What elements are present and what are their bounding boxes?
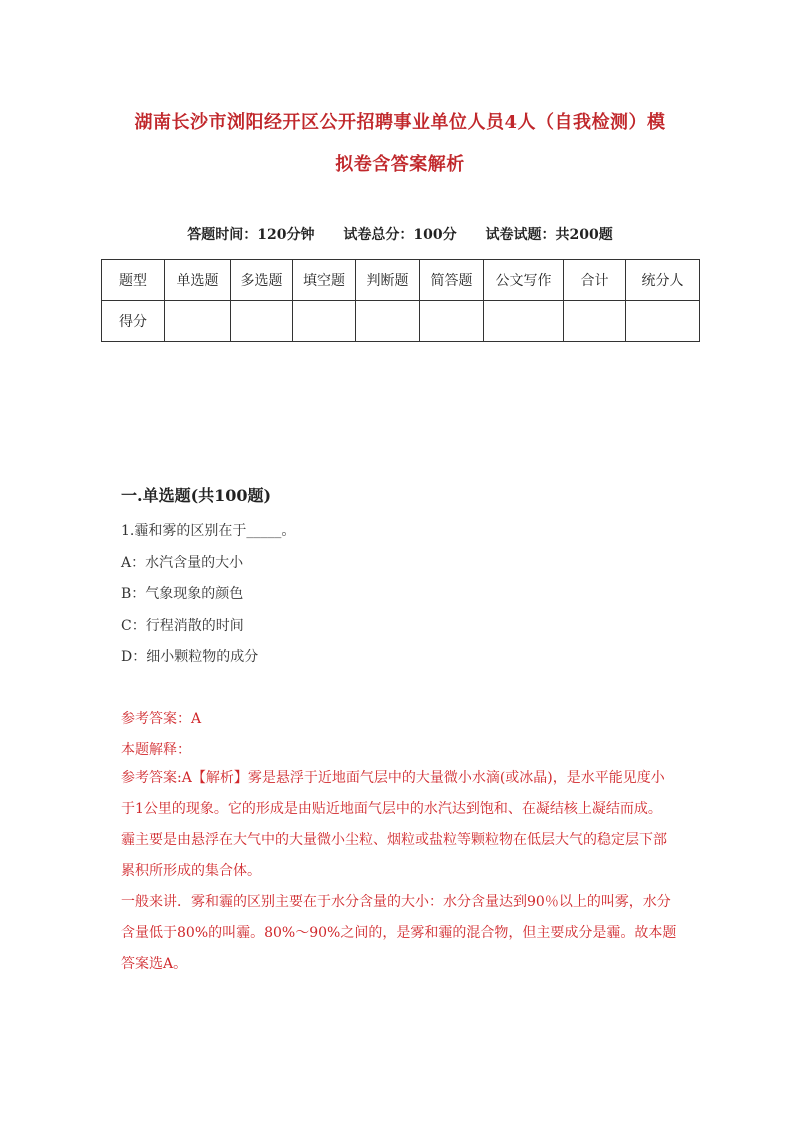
header-cell: 判断题 xyxy=(356,260,420,301)
score-cell xyxy=(165,301,231,342)
explanation-paragraph: 参考答案:A【解析】雾是悬浮于近地面气层中的大量微小水滴(或冰晶)，是水平能见度小于1公里的现象。它的形成是由贴近地面气层中的水汽达到饱和、在凝结核上凝结而成。 xyxy=(121,770,665,817)
exam-time: 答题时间：120分钟 xyxy=(187,227,315,243)
section-heading: 一.单选题(共100题) xyxy=(121,486,272,505)
document-title-line1: 湖南长沙市浏阳经开区公开招聘事业单位人员4人（自我检测）模 xyxy=(134,112,666,133)
question-stem: 1.霾和雾的区别在于_____。 xyxy=(121,523,296,539)
score-cell xyxy=(231,301,293,342)
score-cell xyxy=(626,301,700,342)
exam-total-score: 试卷总分：100分 xyxy=(343,227,457,243)
score-table-score-row xyxy=(102,301,700,342)
score-table xyxy=(101,259,700,342)
header-cell: 单选题 xyxy=(165,260,231,301)
score-cell xyxy=(484,301,564,342)
header-cell: 简答题 xyxy=(420,260,484,301)
option-d: D：细小颗粒物的成分 xyxy=(121,649,259,665)
document-title-line2: 拟卷含答案解析 xyxy=(335,154,465,175)
score-cell xyxy=(420,301,484,342)
explanation-paragraph: 一般来讲．雾和霾的区别主要在于水分含量的大小：水分含量达到90％以上的叫雾，水分含量低于80%的叫霾。80%～90%之间的，是雾和霾的混合物，但主要成分是霾。故本题答案选A。 xyxy=(121,894,677,972)
exam-meta xyxy=(0,224,800,244)
header-cell: 统分人 xyxy=(626,260,700,301)
explanation-label: 本题解释： xyxy=(121,742,191,758)
score-cell xyxy=(564,301,626,342)
row-label-cell: 得分 xyxy=(102,301,165,342)
header-cell: 填空题 xyxy=(293,260,356,301)
explanation-paragraph: 霾主要是由悬浮在大气中的大量微小尘粒、烟粒或盐粒等颗粒物在低层大气的稳定层下部累积所形成的集合体。 xyxy=(121,832,667,879)
score-cell xyxy=(293,301,356,342)
score-cell xyxy=(356,301,420,342)
exam-question-count: 试卷试题：共200题 xyxy=(485,227,613,243)
header-cell: 公文写作 xyxy=(484,260,564,301)
explanation-body xyxy=(121,763,677,980)
option-b: B：气象现象的颜色 xyxy=(121,586,244,602)
header-cell: 合计 xyxy=(564,260,626,301)
score-table-header-row xyxy=(102,260,700,301)
header-cell: 多选题 xyxy=(231,260,293,301)
header-cell: 题型 xyxy=(102,260,165,301)
option-a: A：水汽含量的大小 xyxy=(121,555,244,571)
answer-line: 参考答案：A xyxy=(121,711,202,727)
option-c: C：行程消散的时间 xyxy=(121,618,244,634)
